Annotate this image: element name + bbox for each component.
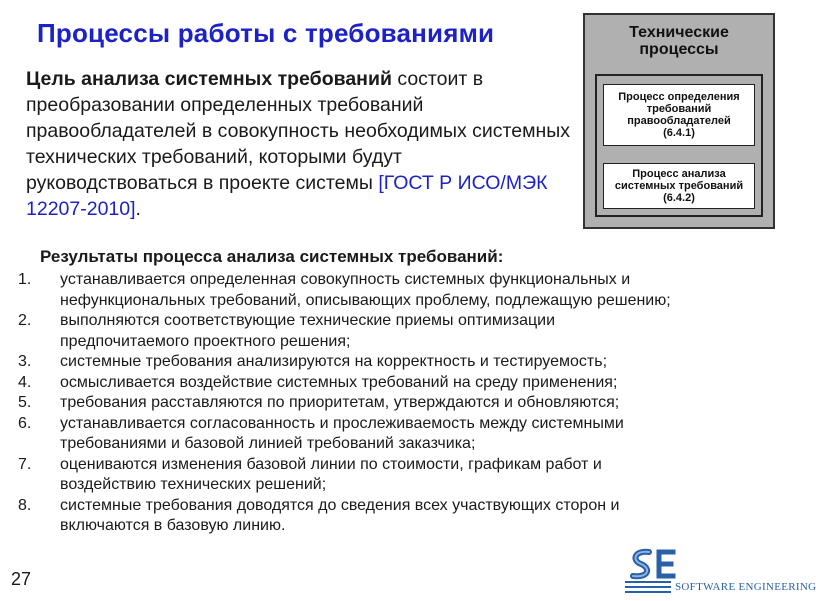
list-item-line: требованиями и базовой линией требований заказчика; — [60, 435, 476, 452]
list-item — [12, 373, 784, 394]
list-item-line: системные требования доводятся до сведения всех участвующих сторон и — [60, 496, 620, 514]
list-item-text — [60, 311, 784, 352]
figure-title-line: Технические — [629, 24, 729, 41]
page-number: 27 — [11, 569, 32, 589]
figure-inner-frame — [595, 74, 763, 217]
list-item-line: предпочитаемого проектного решения; — [60, 332, 351, 350]
list-item-line: устанавливается определенная совокупность системных функциональных и — [60, 271, 631, 288]
process-line: требований — [646, 103, 712, 115]
list-item-number: 7. — [18, 455, 32, 473]
list-item-line: включаются в базовую линию. — [60, 517, 286, 534]
process-box-requirements-analysis — [603, 163, 755, 209]
results-heading: Результаты процесса анализа системных требований: — [40, 247, 504, 266]
list-item-line: системные требования анализируются на корректность и тестируемость; — [60, 353, 608, 370]
intro-paragraph — [26, 66, 571, 222]
process-line: (6.4.2) — [663, 192, 695, 204]
list-item-number: 6. — [18, 414, 32, 432]
list-item-line: выполняются соответствующие технические приемы оптимизации — [60, 312, 556, 329]
intro-text: состоит в преобразовании определенных требований правообладателей в совокупность необходимых системных технических требований, которыми будут руководствоваться в проекте системы — [26, 68, 571, 194]
list-item-line: нефункциональных требований, описывающих проблему, подлежащую решению; — [60, 291, 671, 309]
list-item-number: 1. — [18, 271, 32, 288]
list-item-text — [60, 496, 784, 537]
list-item-text — [60, 373, 784, 394]
list-item-text — [60, 270, 784, 311]
list-item-number: 3. — [18, 353, 32, 370]
list-item-text — [60, 455, 784, 496]
technical-processes-figure — [583, 13, 775, 229]
list-item-text — [60, 393, 784, 414]
intro-reference: [ГОСТ Р ИСО/МЭК 12207-2010] — [26, 172, 548, 220]
process-box-requirements-definition — [603, 84, 755, 146]
list-item — [12, 352, 784, 373]
list-item-number: 2. — [18, 312, 32, 329]
logo-text: SOFTWARE ENGINEERING — [675, 581, 816, 593]
process-line: правообладателей — [627, 115, 731, 127]
list-item — [12, 393, 784, 414]
list-item-number: 8. — [18, 496, 32, 514]
intro-end: . — [135, 198, 141, 220]
list-item — [12, 270, 784, 311]
list-item-line: оцениваются изменения базовой линии по стоимости, графикам работ и — [60, 455, 602, 473]
process-line: Процесс анализа — [632, 168, 726, 180]
figure-title — [585, 24, 773, 58]
process-line: Процесс определения — [618, 91, 740, 103]
list-item-number: 5. — [18, 394, 32, 411]
list-item-line: воздействию технических решений; — [60, 476, 327, 493]
process-line: (6.4.1) — [663, 127, 695, 139]
list-item — [12, 496, 784, 537]
list-item — [12, 414, 784, 455]
results-list — [12, 270, 784, 537]
slide-title: Процессы работы с требованиями — [37, 18, 495, 48]
process-line: системных требований — [614, 180, 744, 192]
list-item-text — [60, 414, 784, 455]
list-item-number: 4. — [18, 373, 32, 391]
list-item-line: устанавливается согласованность и прослеживаемость между системными — [60, 414, 624, 432]
list-item — [12, 455, 784, 496]
intro-bold-lead: Цель анализа системных требований — [26, 68, 392, 90]
software-engineering-logo — [625, 548, 816, 596]
list-item-line: осмысливается воздействие системных требований на среду применения; — [60, 373, 618, 391]
list-item — [12, 311, 784, 352]
list-item-line: требования расставляются по приоритетам, утверждаются и обновляются; — [60, 394, 620, 411]
list-item-text — [60, 352, 784, 373]
figure-title-line: процессы — [639, 41, 719, 58]
